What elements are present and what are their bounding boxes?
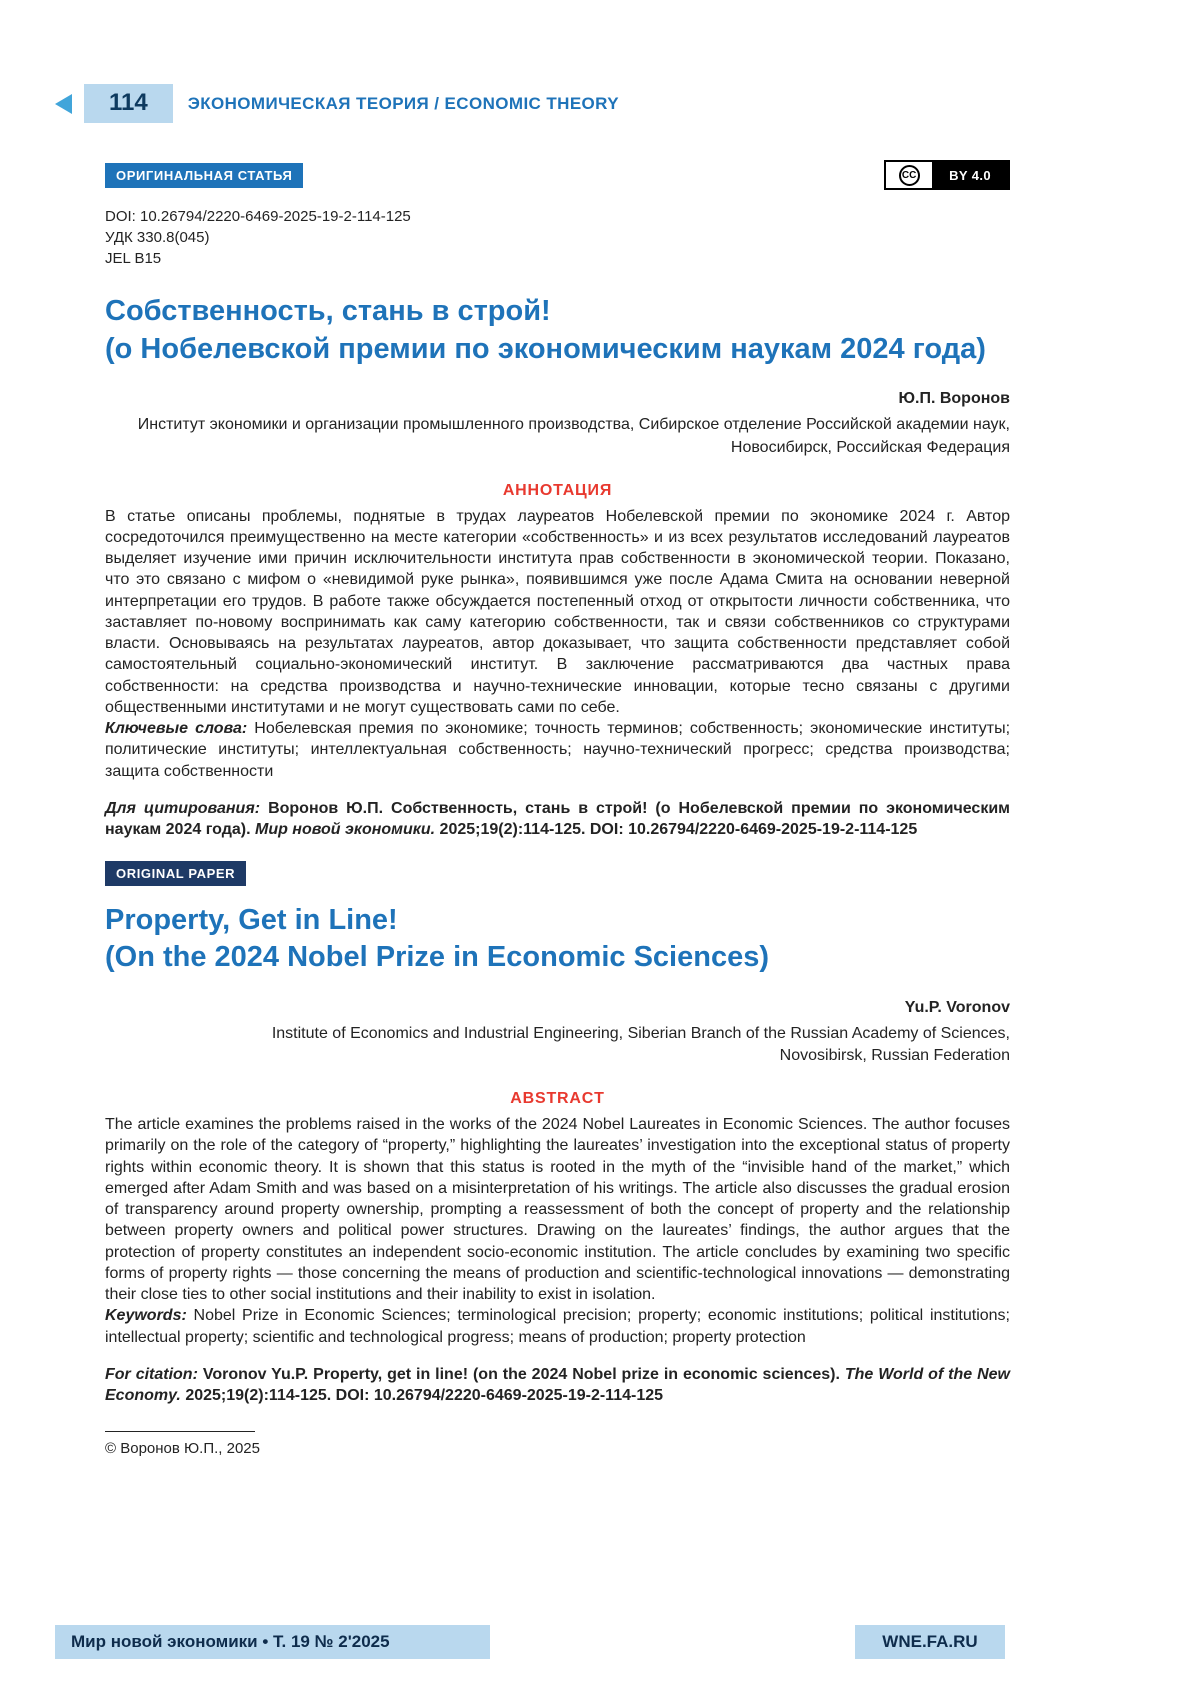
citation-journal-en: The World of the New Economy. (105, 1365, 1010, 1405)
original-article-badge-ru: ОРИГИНАЛЬНАЯ СТАТЬЯ (105, 163, 303, 188)
udc-code: УДК 330.8(045) (105, 229, 210, 246)
footer-website (855, 1625, 1005, 1659)
keywords-label-en: Keywords: (105, 1307, 187, 1325)
citation-main-ru: Воронов Ю.П. Собственность, стань в строй! (о Нобелевской премии по экономическим наукам 2024 года). (105, 799, 1010, 839)
badge-row (105, 160, 1010, 190)
affiliation-en-line2: Novosibirsk, Russian Federation (779, 1047, 1010, 1065)
badge-row-en (105, 861, 1010, 886)
keywords-label-ru: Ключевые слова: (105, 720, 248, 738)
abstract-en: The article examines the problems raised in the works of the 2024 Nobel Laureates in Economic Sciences. The author focuses primarily on the role of the category of “property,” highlighting the laureates’ investigation into the exceptional status of property rights within economic theory. It is shown that this status is rooted in the myth of the “invisible hand of the market,” which emerged after Adam Smith and was based on a misinterpretation of his writings. The article also discusses the gradual erosion of transparency around property ownership, prompting a reassessment of both the concept of property and the relationship between property owners and political power structures. Drawing on the laureates’ findings, the author argues that the protection of property constitutes an independent socio-economic institution. The article concludes by examining two specific forms of property rights — those concerning the means of production and scientific-technological innovations — demonstrating their close ties to other social institutions and their inability to exist in isolation. (105, 1116, 1010, 1304)
author-block-en (105, 997, 1010, 1068)
citation-label-ru: Для цитирования: (105, 799, 261, 817)
page-header (55, 84, 619, 123)
cc-circle-glyph: CC (899, 165, 920, 186)
copyright-line: © Воронов Ю.П., 2025 (105, 1439, 260, 1457)
footer-journal-text: Мир новой экономики • Т. 19 № 2'2025 (71, 1632, 390, 1651)
citation-journal-ru: Мир новой экономики. (254, 821, 436, 839)
affiliation-en-line1: Institute of Economics and Industrial Engineering, Siberian Branch of the Russian Academy of Sciences, (271, 1024, 1010, 1042)
page-number: 114 (84, 84, 173, 123)
left-arrow-icon (55, 94, 72, 114)
article-title-ru-line1: Собственность, стань в строй! (105, 295, 551, 327)
abstract-heading-ru: АННОТАЦИЯ (502, 481, 613, 499)
affiliation-en (105, 1023, 1010, 1068)
citation-main-en: Voronov Yu.P. Property, get in line! (on the 2024 Nobel prize in economic sciences). (202, 1365, 840, 1383)
citation-tail-ru: 2025;19(2):114-125. DOI: 10.26794/2220-6469-2025-19-2-114-125 (439, 821, 918, 839)
copyright-block (105, 1431, 1010, 1457)
section-title: ЭКОНОМИЧЕСКАЯ ТЕОРИЯ / ECONOMIC THEORY (187, 93, 619, 113)
keywords-text-ru: Нобелевская премия по экономике; точность терминов; собственность; экономические институты; политические институты; интеллектуальная собственность; научно-технический прогресс; средства производства; защита собственности (105, 720, 1011, 780)
affiliation-ru-line2: Новосибирск, Российская Федерация (730, 438, 1010, 456)
article-title-ru-line2: (о Нобелевской премии по экономическим наукам 2024 года) (105, 332, 986, 365)
author-name-ru: Ю.П. Воронов (898, 390, 1010, 408)
article-identifiers (105, 206, 1010, 269)
doi: DOI: 10.26794/2220-6469-2025-19-2-114-125 (105, 208, 411, 225)
article-title-en-line2: (On the 2024 Nobel Prize in Economic Sciences) (105, 941, 769, 974)
citation-label-en: For citation: (105, 1365, 198, 1383)
keywords-en (105, 1305, 1010, 1348)
abstract-ru: В статье описаны проблемы, поднятые в трудах лауреатов Нобелевской премии по экономике 2024 г. Автор сосредоточился преимущественно на месте категории «собственность» и из всех результатов исследований лауреатов выделяет изучение ими причин исключительности института прав собственности в экономической теории. Показано, что это связано с мифом о «невидимой руке рынка», появившимся уже после Адама Смита на основании неверной интерпретации его трудов. В работе также обсуждается постепенный отход от открытости личности собственника, что заставляет по-новому воспринимать как саму категорию собственности, так и связи собственников со структурами власти. Основываясь на результатах лауреатов, автор доказывает, что защита собственности представляет собой самостоятельный социально-экономический институт. В заключение рассматриваются два частных права собственности: на средства производства и научно-технические инновации, которые тесно связаны с другими общественными институтами и не могут существовать сами по себе. (105, 507, 1010, 716)
affiliation-ru (105, 414, 1010, 459)
article-title-ru (105, 293, 1010, 368)
cc-by-license-badge (884, 160, 1010, 190)
author-block-ru (105, 388, 1010, 459)
cc-license-label: BY 4.0 (932, 162, 1008, 188)
keywords-ru (105, 718, 1010, 782)
jel-code: JEL B15 (105, 250, 162, 267)
original-paper-badge-en: ORIGINAL PAPER (105, 861, 246, 886)
abstract-heading-en: ABSTRACT (510, 1090, 605, 1108)
article-title-en-line1: Property, Get in Line! (105, 903, 398, 936)
citation-en (105, 1364, 1010, 1407)
keywords-text-en: Nobel Prize in Economic Sciences; terminological precision; property; economic institutions; political institutions; intellectual property; scientific and technological progress; means of production; property protection (105, 1307, 1010, 1346)
citation-ru (105, 798, 1010, 841)
cc-icon (886, 162, 932, 188)
article-content (105, 160, 1010, 1457)
citation-tail-en: 2025;19(2):114-125. DOI: 10.26794/2220-6469-2025-19-2-114-125 (185, 1387, 664, 1405)
footnote-rule (105, 1431, 255, 1432)
footer-journal-info (55, 1625, 490, 1659)
affiliation-ru-line1: Институт экономики и организации промышленного производства, Сибирское отделение Российской академии наук, (137, 416, 1010, 434)
footer-website-text: WNE.FA.RU (882, 1632, 978, 1651)
author-name-en: Yu.P. Voronov (904, 998, 1010, 1016)
article-title-en (105, 902, 1010, 977)
